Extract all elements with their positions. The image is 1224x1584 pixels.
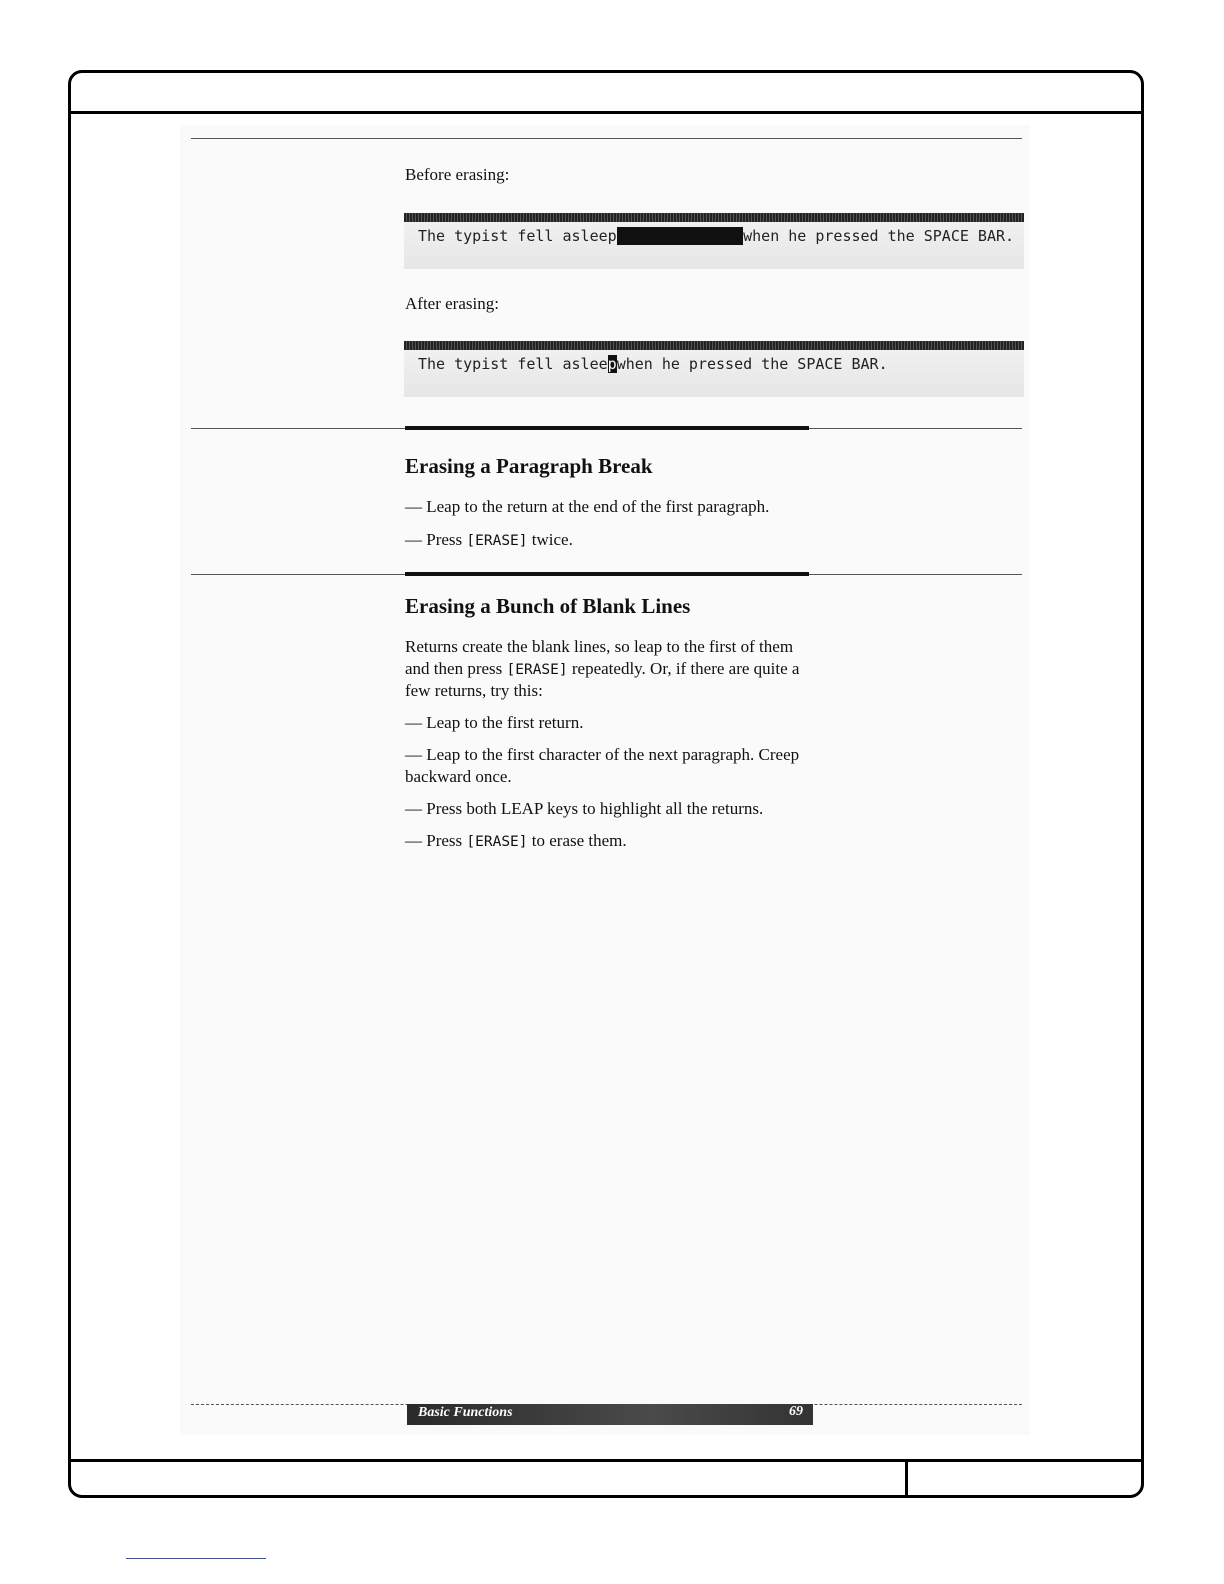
step-text bbox=[405, 830, 627, 853]
after-label: After erasing: bbox=[405, 294, 499, 313]
footer-bar bbox=[407, 1404, 813, 1425]
paragraph-line: Returns create the blank lines, so leap to the first of them bbox=[405, 637, 794, 656]
step-text: — Leap to the first return. bbox=[405, 713, 584, 732]
step-text-continued: backward once. bbox=[405, 767, 512, 786]
after-screen-text bbox=[418, 355, 888, 373]
step-prefix: — Press bbox=[405, 530, 467, 549]
selection-highlight bbox=[617, 227, 743, 245]
text-after-cursor: when he pressed the SPACE BAR. bbox=[616, 355, 888, 373]
section-thick-rule bbox=[405, 426, 809, 430]
line-prefix: and then press bbox=[405, 659, 507, 678]
top-rule bbox=[191, 138, 1022, 139]
before-screen-text bbox=[418, 227, 1014, 245]
before-label: Before erasing: bbox=[405, 165, 510, 184]
line-suffix: repeatedly. Or, if there are quite a bbox=[567, 659, 800, 678]
step-text bbox=[405, 529, 573, 552]
section-heading: Erasing a Bunch of Blank Lines bbox=[405, 594, 691, 618]
text-before-selection: The typist fell asleep bbox=[418, 227, 617, 245]
scanned-page bbox=[180, 125, 1030, 1435]
step-suffix: twice. bbox=[527, 530, 573, 549]
footer-title: Basic Functions bbox=[418, 1405, 513, 1420]
screen-title-bar bbox=[404, 341, 1024, 350]
text-after-selection: when he pressed the SPACE BAR. bbox=[743, 227, 1015, 245]
frame-header-rule bbox=[71, 111, 1141, 114]
step-text: — Leap to the first character of the next paragraph. Creep bbox=[405, 745, 800, 764]
text-before-cursor: The typist fell aslee bbox=[418, 355, 608, 373]
cursor-highlight: p bbox=[607, 355, 617, 373]
section-heading: Erasing a Paragraph Break bbox=[405, 454, 653, 478]
step-text: — Leap to the return at the end of the first paragraph. bbox=[405, 497, 770, 516]
frame-footer-rule bbox=[71, 1459, 1141, 1462]
step-text: — Press both LEAP keys to highlight all the returns. bbox=[405, 799, 764, 818]
before-screen bbox=[404, 213, 1024, 269]
link-underline bbox=[126, 1558, 266, 1559]
frame-footer-divider bbox=[905, 1459, 908, 1498]
page-number: 69 bbox=[789, 1404, 803, 1419]
section-thick-rule bbox=[405, 572, 809, 576]
erase-key-label: [ERASE] bbox=[466, 533, 528, 549]
after-screen bbox=[404, 341, 1024, 397]
erase-key-label: [ERASE] bbox=[506, 662, 568, 678]
paragraph-line bbox=[405, 658, 799, 681]
step-prefix: — Press bbox=[405, 831, 467, 850]
paragraph-line: few returns, try this: bbox=[405, 681, 543, 700]
screen-title-bar bbox=[404, 213, 1024, 222]
step-suffix: to erase them. bbox=[527, 831, 627, 850]
erase-key-label: [ERASE] bbox=[466, 834, 528, 850]
